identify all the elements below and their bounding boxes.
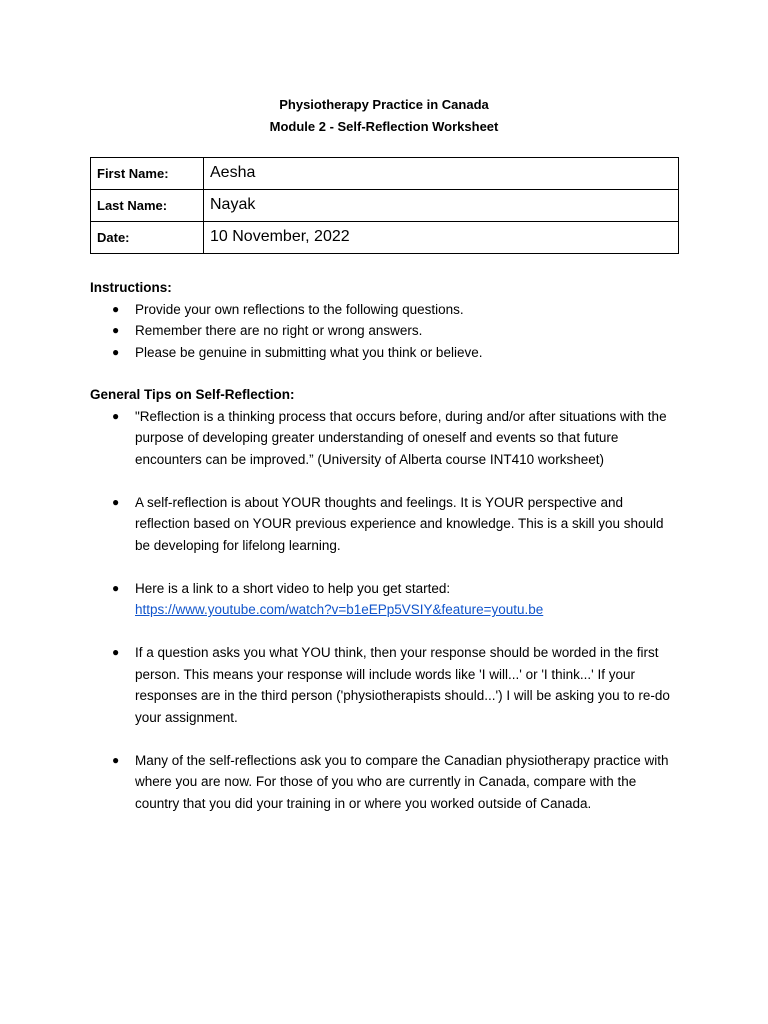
tip-text: Many of the self-reflections ask you to compare the Canadian physiotherapy practice with where you are now. For those of you who are currently in Canada, compare with the country that you did your training in or where you worked outside of Canada. [135, 752, 669, 811]
last-name-label: Last Name: [91, 190, 204, 222]
bullet-icon: ● [112, 494, 120, 509]
title-block [0, 94, 768, 138]
first-name-value: Aesha [204, 158, 679, 190]
student-info-table [90, 157, 679, 254]
bullet-icon: ● [112, 301, 120, 316]
video-link[interactable]: https://www.youtube.com/watch?v=b1eEPp5VSIY&feature=youtu.be [135, 602, 544, 617]
instruction-text: Remember there are no right or wrong answers. [135, 323, 423, 338]
document-title: Physiotherapy Practice in Canada [279, 97, 489, 112]
bullet-icon: ● [112, 580, 120, 595]
tip-text: If a question asks you what YOU think, then your response should be worded in the first person. This means your response will include words like 'I will...' or 'I think...' If your responses are in the third person ('physiotherapists should...') I will be asking you to re-do your assignment. [135, 645, 670, 725]
list-item [90, 406, 680, 471]
first-name-label: First Name: [91, 158, 204, 190]
date-label: Date: [91, 222, 204, 254]
list-item [90, 642, 680, 728]
instruction-text: Please be genuine in submitting what you think or believe. [135, 344, 483, 360]
last-name-value: Nayak [204, 190, 679, 222]
first-name-row [91, 158, 679, 190]
instructions-list [90, 299, 690, 364]
bullet-icon: ● [112, 323, 120, 337]
instructions-section [90, 277, 690, 363]
tips-section [90, 384, 680, 836]
date-row [91, 222, 679, 254]
last-name-row [91, 190, 679, 222]
tips-list [90, 406, 680, 815]
list-item [90, 320, 690, 342]
instruction-text: Provide your own reflections to the following questions. [135, 301, 464, 317]
instructions-heading: Instructions: [90, 280, 172, 295]
bullet-icon: ● [112, 752, 120, 767]
bullet-icon: ● [112, 408, 120, 423]
list-item [90, 299, 690, 321]
tip-text: "Reflection is a thinking process that occurs before, during and/or after situations with the purpose of developing greater understanding of oneself and events so that future encounters can be improved.” (University of Alberta course INT410 worksheet) [135, 408, 667, 467]
list-item [90, 492, 680, 557]
bullet-icon: ● [112, 344, 120, 359]
date-value: 10 November, 2022 [204, 222, 679, 254]
list-item [90, 578, 680, 621]
tips-heading: General Tips on Self-Reflection: [90, 387, 295, 402]
bullet-icon: ● [112, 645, 120, 659]
tip-text: A self-reflection is about YOUR thoughts and feelings. It is YOUR perspective and reflection based on YOUR previous experience and knowledge. This is a skill you should be developing for lifelong learning. [135, 494, 664, 553]
document-subtitle: Module 2 - Self-Reflection Worksheet [269, 119, 499, 134]
list-item [90, 750, 680, 815]
tip-text: Here is a link to a short video to help you get started: [135, 580, 451, 596]
list-item [90, 342, 690, 364]
